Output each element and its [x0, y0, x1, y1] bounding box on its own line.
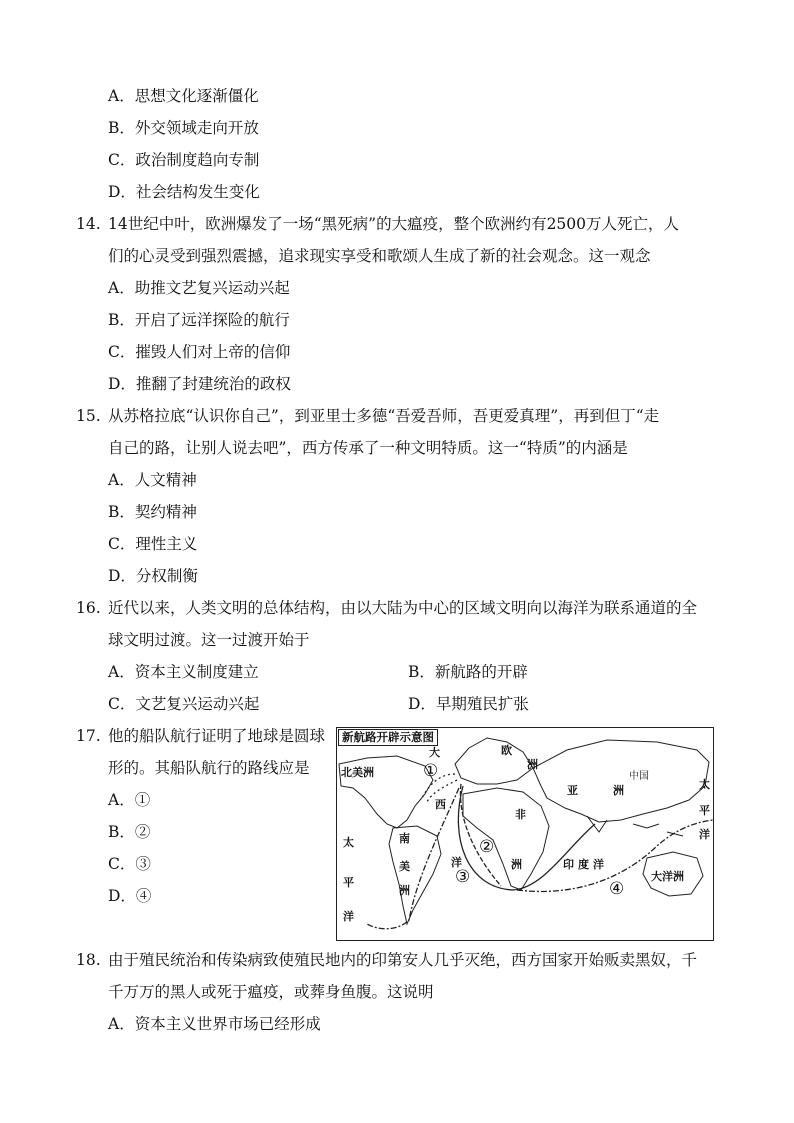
route-4-marker: ④ — [609, 879, 625, 899]
label-pacific-w-2: 平 — [343, 876, 354, 889]
q18-option-a: A．资本主义世界市场已经形成 — [108, 1015, 321, 1033]
map-drawing — [337, 728, 714, 941]
route-1-marker: ① — [423, 761, 439, 781]
label-europe-2: 洲 — [527, 758, 538, 771]
q13-option-a: A．思想文化逐渐僵化 — [108, 87, 259, 105]
q17-option-d: D．④ — [108, 887, 152, 905]
q14-stem-line2: 们的心灵受到强烈震撼，追求现实享受和歌颂人生成了新的社会观念。这一观念 — [108, 247, 651, 265]
label-china: 中国 — [629, 771, 649, 782]
q16-stem-line2: 球文明过渡。这一过渡开始于 — [108, 631, 310, 649]
q15-option-a: A．人文精神 — [108, 471, 197, 489]
q18-stem-line2: 千万万的黑人或死于瘟疫，或葬身鱼腹。这说明 — [108, 983, 434, 1001]
q16-option-d: D．早期殖民扩张 — [408, 695, 529, 713]
route-3-marker: ③ — [455, 867, 471, 887]
q15-stem-line1: 从苏格拉底“认识你自己”，到亚里士多德“吾爱吾师，吾更爱真理”，再到但丁“走 — [108, 407, 660, 425]
q17-stem-line2: 形的。其船队航行的路线应是 — [108, 759, 310, 777]
q16-option-a: A．资本主义制度建立 — [108, 663, 259, 681]
q14-number: 14. — [76, 215, 101, 233]
label-indian-ocean: 印度洋 — [563, 858, 608, 871]
label-africa-2: 洲 — [511, 858, 522, 871]
q15-option-c: C．理性主义 — [108, 535, 198, 553]
label-pacific-w-1: 太 — [343, 836, 354, 849]
label-south-america-2: 美 — [399, 860, 410, 873]
q16-number: 16. — [76, 599, 101, 617]
label-asia-1: 亚 — [567, 784, 578, 797]
q16-stem-line1: 近代以来，人类文明的总体结构，由以大陆为中心的区域文明向以海洋为联系通道的全 — [108, 599, 698, 617]
label-pacific-e-1: 太 — [699, 778, 710, 791]
q14-stem-line1: 14世纪中叶，欧洲爆发了一场“黑死病”的大瘟疫，整个欧洲约有2500万人死亡，人 — [108, 215, 680, 233]
q16-option-b: B．新航路的开辟 — [408, 663, 528, 681]
q15-stem-line2: 自己的路，让别人说去吧”，西方传承了一种文明特质。这一“特质”的内涵是 — [108, 439, 628, 457]
q17-stem-line1: 他的船队航行证明了地球是圆球 — [108, 727, 326, 745]
q13-option-c: C．政治制度趋向专制 — [108, 151, 260, 169]
map-title: 新航路开辟示意图 — [338, 729, 438, 746]
q18-stem-line1: 由于殖民统治和传染病致使殖民地内的印第安人几乎灭绝，西方国家开始贩卖黑奴，千 — [108, 951, 698, 969]
label-asia-2: 洲 — [613, 784, 624, 797]
label-pacific-e-2: 平 — [699, 804, 710, 817]
q17-number: 17. — [76, 727, 101, 745]
label-atlantic-da: 大 — [429, 746, 440, 759]
label-pacific-w-3: 洋 — [343, 910, 354, 923]
q17-option-c: C．③ — [108, 855, 151, 873]
q15-option-b: B．契约精神 — [108, 503, 197, 521]
route-2-marker: ② — [479, 837, 495, 857]
label-north-america: 北美洲 — [341, 766, 374, 779]
q15-option-d: D．分权制衡 — [108, 567, 198, 585]
q14-option-a: A．助推文艺复兴运动兴起 — [108, 279, 290, 297]
label-pacific-e-3: 洋 — [699, 828, 710, 841]
label-europe-1: 欧 — [501, 744, 512, 757]
south-america-outline — [389, 826, 441, 924]
q17-option-a: A．① — [108, 791, 151, 809]
q17-option-b: B．② — [108, 823, 151, 841]
europe-outline — [455, 738, 533, 784]
q13-option-b: B．外交领域走向开放 — [108, 119, 259, 137]
q16-option-c: C．文艺复兴运动兴起 — [108, 695, 260, 713]
label-south-america-3: 洲 — [399, 884, 410, 897]
q14-option-c: C．摧毁人们对上帝的信仰 — [108, 343, 291, 361]
asia-outline — [533, 740, 709, 822]
q13-option-d: D．社会结构发生变化 — [108, 183, 260, 201]
islands-outline — [633, 824, 683, 836]
label-oceania: 大洋洲 — [651, 870, 684, 883]
q14-option-d: D．推翻了封建统治的政权 — [108, 375, 291, 393]
q18-number: 18. — [76, 951, 101, 969]
new-sea-routes-map — [336, 727, 714, 941]
label-south-america-1: 南 — [399, 832, 410, 845]
africa-outline — [463, 788, 549, 890]
q14-option-b: B．开启了远洋探险的航行 — [108, 311, 290, 329]
label-africa-1: 非 — [515, 808, 526, 821]
q15-number: 15. — [76, 407, 101, 425]
label-atlantic-yang: 洋 — [451, 856, 462, 869]
label-atlantic-xi: 西 — [435, 798, 446, 811]
